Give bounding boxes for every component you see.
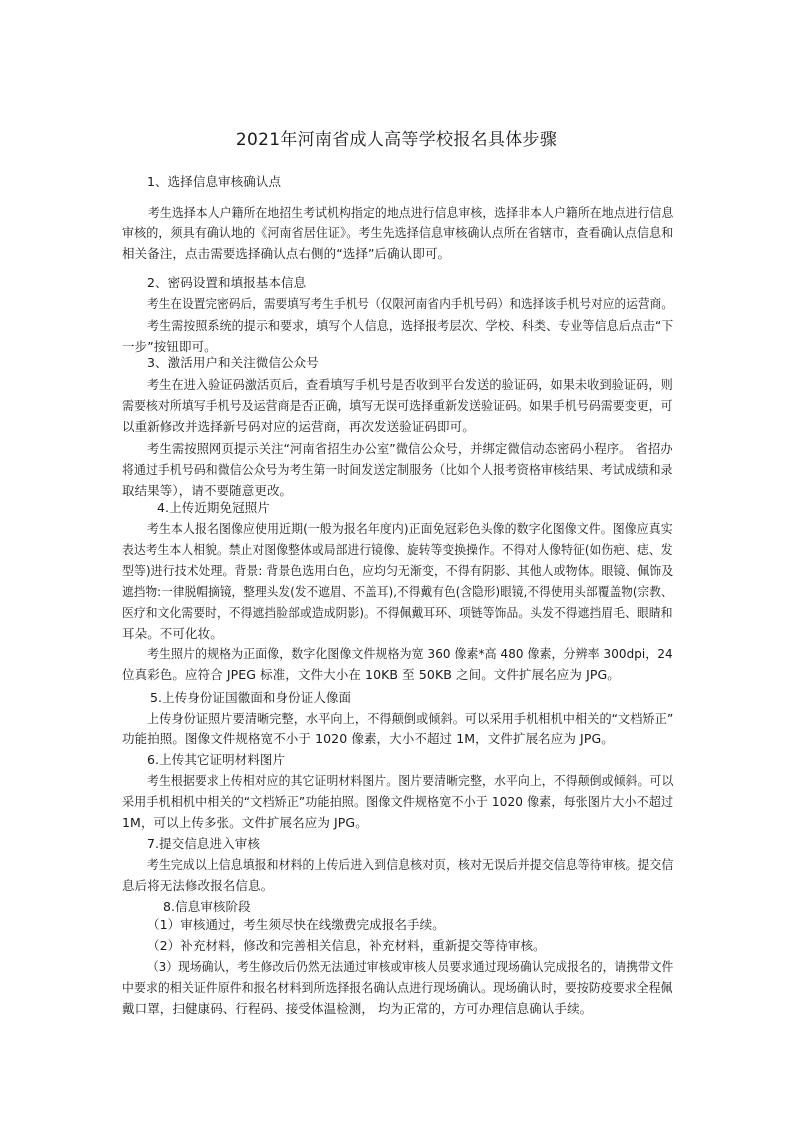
paragraph-line: （1）审核通过，考生须尽快在线缴费完成报名手续。 (147, 917, 445, 932)
paragraph-line: 考生完成以上信息填报和材料的上传后进入到信息核对页，核对无误后并提交信息等待审核。提交信 (147, 857, 674, 872)
section-heading: 6.上传其它证明材料图片 (147, 752, 286, 767)
paragraph-line: 将通过手机号码和微信公众号为考生第一时间发送定制服务（比如个人报考资格审核结果、考试成绩和录 (122, 462, 673, 477)
section-heading: 2、密码设置和填报基本信息 (147, 275, 307, 290)
paragraph-line: 医疗和文化需要时，不得遮挡脸部或造成阴影)。不得佩戴耳环、项链等饰品。头发不得遮挡眉毛、眼睛和 (122, 605, 673, 620)
paragraph-line: 戴口罩，扫健康码、行程码、接受体温检测， 均为正常的，方可办理信息确认手续。 (122, 1001, 593, 1016)
section-heading: 1、选择信息审核确认点 (147, 174, 282, 189)
paragraph-line: 息后将无法修改报名信息。 (122, 878, 274, 893)
paragraph-line: 考生选择本人户籍所在地招生考试机构指定的地点进行信息审核，选择非本人户籍所在地点进行信息 (148, 205, 674, 220)
paragraph-line: 取结果等），请不要随意更改。 (122, 483, 293, 498)
paragraph-line: （3）现场确认，考生修改后仍然无法通过审核或审核人员要求通过现场确认完成报名的，请携带文件 (147, 959, 674, 974)
paragraph-line: 考生照片的规格为正面像，数字化图像文件规格为宽 360 像素*高 480 像素，分辨率 300dpi，24 (147, 646, 673, 661)
paragraph-line: 采用手机相机中相关的“文档矫正”功能拍照。图像文件规格宽不小于 1020 像素，每张图片大小不超过 (122, 794, 674, 809)
paragraph-line: 考生需按照系统的提示和要求，填写个人信息，选择报考层次、学校、科类、专业等信息后点击“下 (147, 318, 674, 333)
paragraph-line: 表达考生本人相貌。禁止对图像整体或局部进行镜像、旋转等变换操作。不得对人像特征(如伤疤、痣、发 (122, 542, 673, 557)
section-heading: 3、激活用户和关注微信公众号 (147, 355, 319, 370)
section-heading: 8.信息审核阶段 (163, 899, 251, 914)
paragraph-line: （2）补充材料，修改和完善相关信息，补充材料，重新提交等待审核。 (147, 938, 546, 953)
paragraph-line: 考生需按照网页提示关注“河南省招生办公室”微信公众号，并绑定微信动态密码小程序。 省招办 (147, 441, 673, 456)
paragraph-line: 位真彩色。应符合 JPEG 标准，文件大小在 10KB 至 50KB 之间。文件扩展名应为 JPG。 (122, 667, 620, 682)
paragraph-line: 需要核对所填写手机号及运营商是否正确，填写无误可选择重新发送验证码。如果手机号码需要变更，可 (122, 398, 673, 413)
paragraph-line: 一步”按钮即可。 (122, 339, 217, 354)
paragraph-line: 功能拍照。图像文件规格宽不小于 1020 像素，大小不超过 1M，文件扩展名应为 JPG。 (122, 731, 614, 746)
paragraph-line: 考生根据要求上传相对应的其它证明材料图片。图片要清晰完整，水平向上，不得颠倒或倾斜。可以 (147, 773, 674, 788)
paragraph-line: 相关备注，点击需要选择确认点右侧的“选择”后确认即可。 (122, 246, 451, 261)
paragraph-line: 中要求的相关证件原件和报名材料到所选择报名确认点进行现场确认。现场确认时，要按防疫要求全程佩 (122, 980, 673, 995)
section-heading: 4.上传近期免冠照片 (157, 500, 270, 515)
section-heading: 7.提交信息进入审核 (147, 836, 260, 851)
paragraph-line: 考生在设置完密码后，需要填写考生手机号（仅限河南省内手机号码）和选择该手机号对应的运营商。 (147, 296, 674, 311)
section-heading: 5.上传身份证国徽面和身份证人像面 (150, 690, 352, 705)
paragraph-line: 1M，可以上传多张。文件扩展名应为 JPG。 (122, 815, 368, 830)
paragraph-line: 审核的，须具有确认地的《河南省居住证》。考生先选择信息审核确认点所在省辖市，查看确认点信息和 (122, 225, 674, 240)
document-title: 2021年河南省成人高等学校报名具体步骤 (235, 130, 558, 150)
paragraph-line: 考生本人报名图像应使用近期(一般为报名年度内)正面免冠彩色头像的数字化图像文件。图像应真实 (147, 521, 673, 536)
paragraph-line: 考生在进入验证码激活页后，查看填写手机号是否收到平台发送的验证码，如果未收到验证码，则 (147, 377, 673, 392)
paragraph-line: 耳朵。不可化妆。 (122, 626, 223, 641)
paragraph-line: 遮挡物:一律脱帽摘镜，整理头发(发不遮眉、不盖耳),不得戴有色(含隐形)眼镜,不得使用头部覆盖物(宗教、 (122, 584, 673, 599)
paragraph-line: 以重新修改并选择新号码对应的运营商，再次发送验证码即可。 (122, 419, 475, 434)
paragraph-line: 上传身份证照片要清晰完整，水平向上，不得颠倒或倾斜。可以采用手机相机中相关的“文档矫正” (147, 711, 674, 726)
paragraph-line: 型等)进行技术处理。背景: 背景色选用白色，应均匀无渐变，不得有阴影、其他人或物体。眼镜、佩饰及 (122, 563, 674, 578)
